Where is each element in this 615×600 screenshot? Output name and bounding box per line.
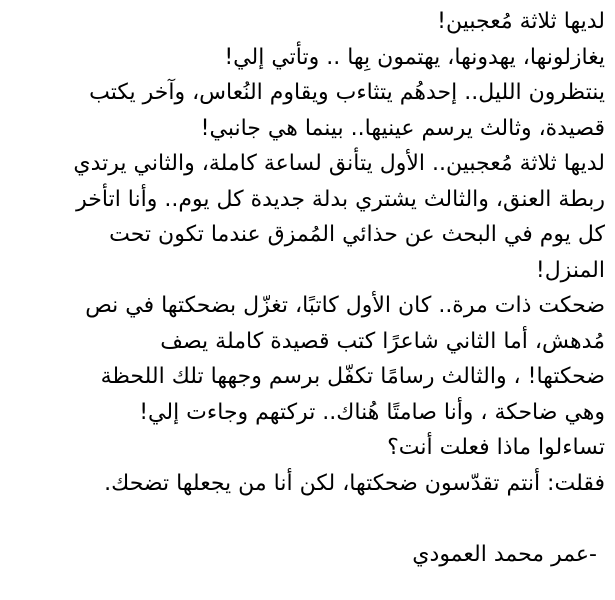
- poem-line: تساءلوا ماذا فعلت أنت؟: [387, 435, 605, 460]
- poem-line: قصيدة، وثالث يرسم عينيها.. بينما هي جانبي!: [200, 115, 605, 141]
- poem-line: المنزل!: [535, 257, 605, 283]
- poem-line: ربطة العنق، والثالث يشتري بدلة جديدة كل يوم.. وأنا اتأخر: [76, 186, 605, 212]
- poem-line: لديها ثلاثة مُعجبين.. الأول يتأنق لساعة كاملة، والثاني يرتدي: [73, 151, 605, 176]
- author-signature: -عمر محمد العمودي: [412, 541, 597, 567]
- poem-line: ينتظرون الليل.. إحدهُم يتثاءب ويقاوم النُعاس، وآخر يكتب: [89, 80, 605, 105]
- poem-line: مُدهش، أما الثاني شاعرًا كتب قصيدة كاملة يصف: [160, 328, 605, 354]
- poem-line: وهي ضاحكة ، وأنا صامتًا هُناك.. تركتهم وجاءت إلي!: [139, 399, 605, 425]
- poem-line: كل يوم في البحث عن حذائي المُمزق عندما تكون تحت: [109, 222, 605, 247]
- poem-line: ضحكتها! ، والثالث رسامًا تكفّل برسم وجهها تلك اللحظة: [100, 364, 605, 389]
- blank-gap: [10, 501, 605, 537]
- poem-line: يغازلونها، يهدونها، يهتمون بِها .. وتأتي إلي!: [224, 44, 605, 70]
- poem-line: لديها ثلاثة مُعجبين!: [437, 9, 605, 34]
- poem-line: فقلت: أنتم تقدّسون ضحكتها، لكن أنا من يجعلها تضحك.: [104, 470, 605, 496]
- poem-line: ضحكت ذات مرة.. كان الأول كاتبًا، تغزّل بضحكتها في نص: [85, 293, 605, 318]
